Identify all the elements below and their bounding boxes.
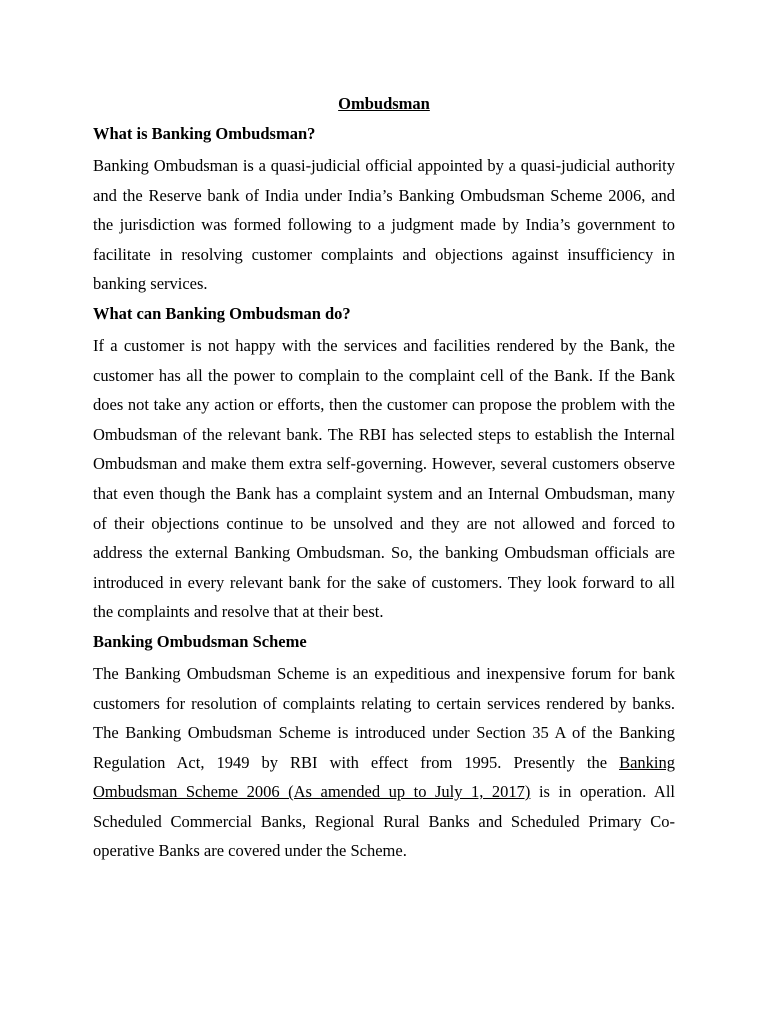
section-heading: Banking Ombudsman Scheme [93, 631, 307, 651]
section-what-can [93, 303, 675, 627]
paragraph-text-before-link: The Banking Ombudsman Scheme is an expeditious and inexpensive forum for bank customers for resolution of complaints relating to certain services rendered by banks. The Banking Ombudsman Scheme is introduced under Section 35 A of the Banking Regulation Act, 1949 by RBI with effect from 1995. Presently the [93, 663, 675, 772]
section-paragraph [93, 659, 675, 866]
document-page [93, 93, 675, 870]
section-paragraph: Banking Ombudsman is a quasi-judicial official appointed by a quasi-judicial authority and the Reserve bank of India under India’s Banking Ombudsman Scheme 2006, and the jurisdiction was formed following to a judgment made by India’s government to facilitate in resolving customer complaints and objections against insufficiency in banking services. [93, 156, 675, 294]
section-paragraph: If a customer is not happy with the services and facilities rendered by the Bank, the customer has all the power to complain to the complaint cell of the Bank. If the Bank does not take any action or efforts, then the customer can propose the problem with the Ombudsman of the relevant bank. The RBI has selected steps to establish the Internal Ombudsman and make them extra self-governing. However, several customers observe that even though the Bank has a complaint system and an Internal Ombudsman, many of their objections continue to be unsolved and they are not allowed and forced to address the external Banking Ombudsman. So, the banking Ombudsman officials are introduced in every relevant bank for the sake of customers. They look forward to all the complaints and resolve that at their best. [93, 335, 675, 622]
paragraph-text-after-link: is in operation. All Scheduled Commercial Banks, Regional Rural Banks and Scheduled Primary Co-operative Banks are covered under the Scheme. [93, 782, 676, 861]
section-heading: What can Banking Ombudsman do? [93, 303, 351, 323]
section-what-is [93, 123, 675, 299]
scheme-2006-link[interactable]: Banking Ombudsman Scheme 2006 (As amended up to July 1, 2017) [93, 752, 675, 802]
page-title: Ombudsman [338, 94, 430, 113]
section-heading: What is Banking Ombudsman? [93, 124, 316, 143]
section-scheme [93, 631, 675, 866]
